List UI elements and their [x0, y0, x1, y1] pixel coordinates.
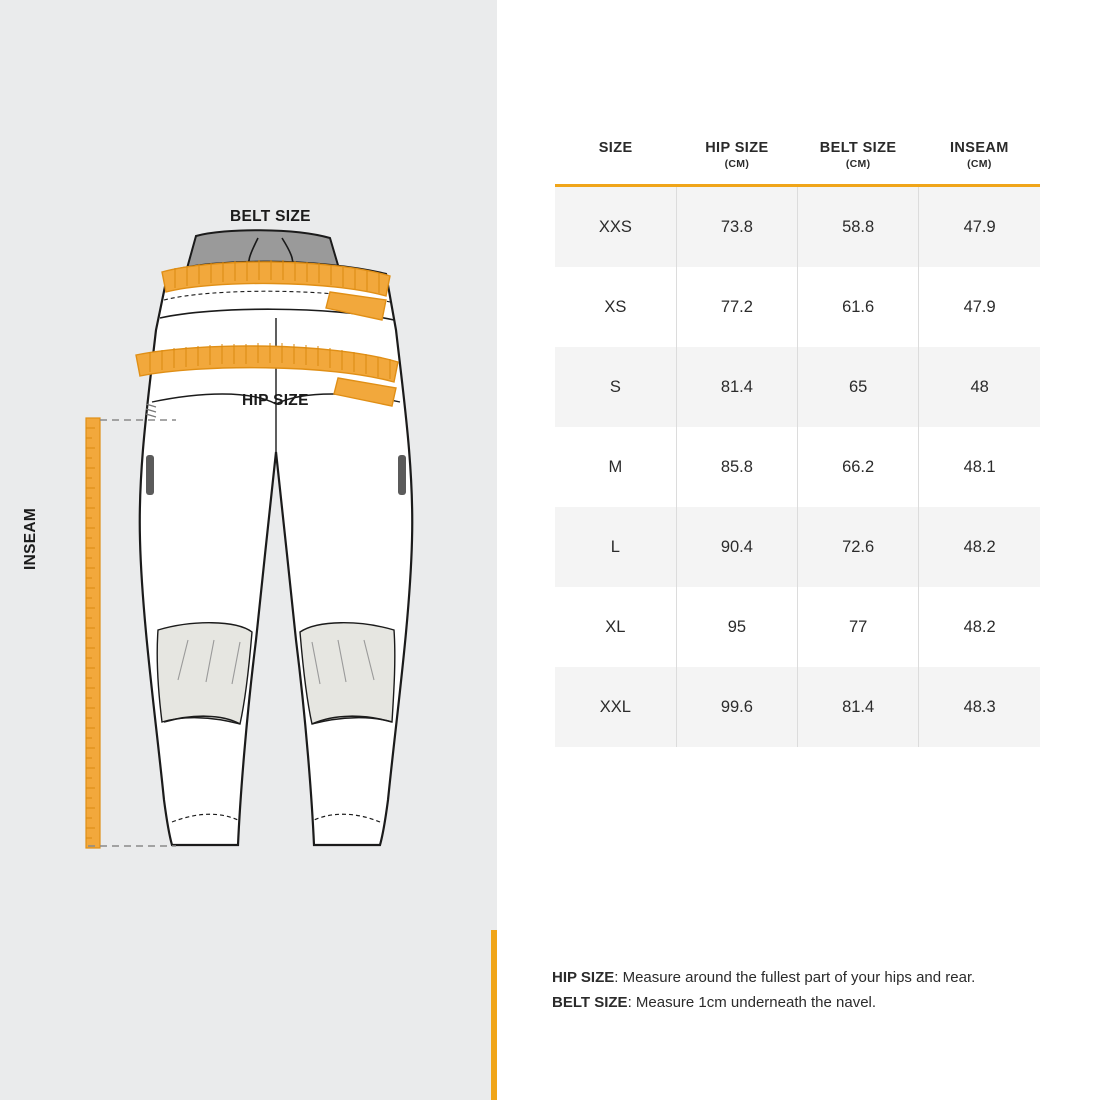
- cell-belt: 77: [798, 587, 919, 667]
- note-hip-key: HIP SIZE: [552, 969, 615, 986]
- cell-hip: 85.8: [676, 427, 797, 507]
- cell-inseam: 48.3: [919, 667, 1040, 747]
- cell-hip: 81.4: [676, 347, 797, 427]
- cell-size: XXS: [555, 187, 676, 267]
- cell-belt: 81.4: [798, 667, 919, 747]
- cell-inseam: 47.9: [919, 267, 1040, 347]
- col-header-size: [555, 140, 676, 184]
- note-belt: [552, 990, 1072, 1015]
- cell-belt: 58.8: [798, 187, 919, 267]
- cell-hip: 73.8: [676, 187, 797, 267]
- col-header-hip: [676, 140, 797, 184]
- cell-inseam: 48: [919, 347, 1040, 427]
- belt-size-label: BELT SIZE: [230, 208, 311, 225]
- table-row: [555, 587, 1040, 667]
- col-header-inseam: [919, 140, 1040, 184]
- size-table-wrapper: [555, 140, 1040, 747]
- inseam-label: INSEAM: [22, 507, 39, 570]
- cell-size: XL: [555, 587, 676, 667]
- cell-inseam: 48.1: [919, 427, 1040, 507]
- measurement-notes: [552, 965, 1072, 1015]
- note-belt-key: BELT SIZE: [552, 994, 628, 1012]
- illustration-panel: [0, 0, 497, 1100]
- measurements-panel: [497, 0, 1100, 1100]
- col-header-inseam-unit: (CM): [967, 158, 992, 170]
- cell-belt: 72.6: [798, 507, 919, 587]
- size-table: [555, 140, 1040, 747]
- col-header-inseam-label: INSEAM: [949, 140, 1009, 156]
- col-header-belt-unit: (CM): [845, 158, 871, 170]
- cell-size: M: [555, 427, 676, 507]
- note-belt-text: : Measure 1cm underneath the navel.: [627, 994, 877, 1012]
- table-row: [555, 267, 1040, 347]
- table-row: [555, 667, 1040, 747]
- cell-hip: 99.6: [676, 667, 797, 747]
- cell-size: L: [555, 507, 676, 587]
- cell-inseam: 48.2: [919, 507, 1040, 587]
- cell-hip: 95: [676, 587, 797, 667]
- cell-size: S: [555, 347, 676, 427]
- table-row: [555, 347, 1040, 427]
- trousers-diagram: [0, 0, 497, 1100]
- table-row: [555, 427, 1040, 507]
- col-header-hip-label: HIP SIZE: [705, 140, 769, 156]
- table-row: [555, 507, 1040, 587]
- cell-belt: 61.6: [798, 267, 919, 347]
- table-row: [555, 187, 1040, 267]
- size-table-body: [555, 187, 1040, 747]
- col-header-hip-unit: (CM): [724, 158, 750, 170]
- size-table-head: [555, 140, 1040, 187]
- cell-inseam: 48.2: [919, 587, 1040, 667]
- cell-size: XXL: [555, 667, 676, 747]
- hip-size-label: HIP SIZE: [242, 392, 309, 409]
- note-hip: [552, 965, 1072, 990]
- table-header-row: [555, 140, 1040, 184]
- note-hip-text: : Measure around the fullest part of your hips and rear.: [614, 969, 976, 986]
- cell-hip: 77.2: [676, 267, 797, 347]
- cell-belt: 65: [798, 347, 919, 427]
- col-header-belt: [798, 140, 919, 184]
- cell-size: XS: [555, 267, 676, 347]
- col-header-size-label: SIZE: [598, 140, 633, 156]
- cell-hip: 90.4: [676, 507, 797, 587]
- cell-inseam: 47.9: [919, 187, 1040, 267]
- cell-belt: 66.2: [798, 427, 919, 507]
- col-header-belt-label: BELT SIZE: [819, 140, 897, 156]
